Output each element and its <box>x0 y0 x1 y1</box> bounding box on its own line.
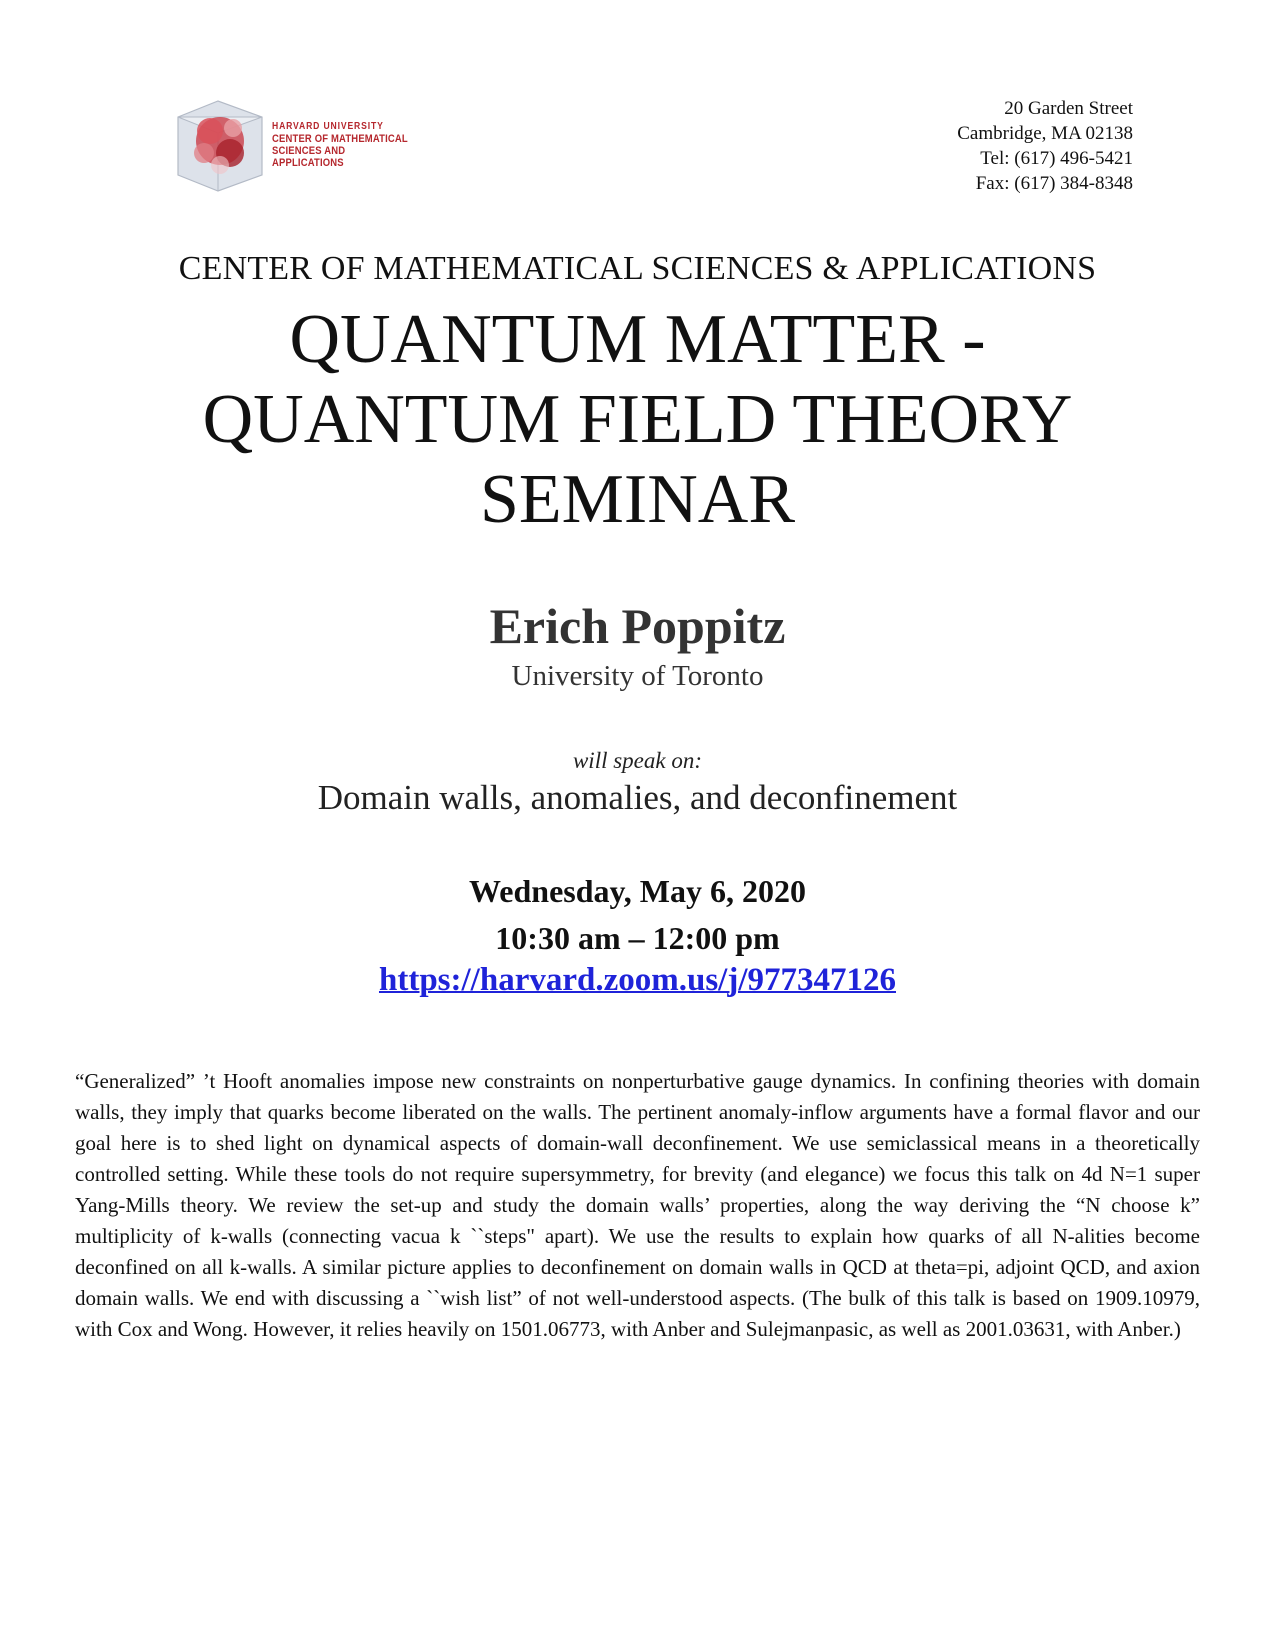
zoom-link-container <box>0 962 1275 999</box>
harvard-cmsa-logo <box>170 95 430 195</box>
address-fax: Fax: (617) 384-8348 <box>975 173 1133 194</box>
address-block <box>957 96 1133 196</box>
talk-title: Domain walls, anomalies, and deconfinement <box>317 778 958 817</box>
speaker-affiliation: University of Toronto <box>511 660 764 692</box>
logo-line-center: CENTER OF MATHEMATICAL <box>272 133 408 145</box>
cube-logo-icon <box>170 95 268 195</box>
talk-intro: will speak on: <box>572 748 703 773</box>
event-date: Wednesday, May 6, 2020 <box>469 873 806 909</box>
speaker-name: Erich Poppitz <box>489 598 786 654</box>
seminar-title-line-3: SEMINAR <box>479 461 796 538</box>
center-name-heading: CENTER OF MATHEMATICAL SCIENCES & APPLICATIONS <box>178 250 1097 287</box>
address-tel: Tel: (617) 496-5421 <box>980 148 1133 169</box>
logo-wordmark <box>272 121 408 169</box>
seminar-title-line-2: QUANTUM FIELD THEORY <box>202 381 1073 458</box>
seminar-title-line-1: QUANTUM MATTER - <box>289 301 986 378</box>
address-street: 20 Garden Street <box>1004 98 1133 119</box>
logo-line-sciences: SCIENCES AND APPLICATIONS <box>272 145 346 169</box>
seminar-title <box>0 300 1275 540</box>
address-city: Cambridge, MA 02138 <box>957 123 1133 144</box>
logo-line-university: HARVARD UNIVERSITY <box>272 121 384 132</box>
zoom-link[interactable]: https://harvard.zoom.us/j/977347126 <box>378 962 896 998</box>
event-time: 10:30 am – 12:00 pm <box>495 920 780 956</box>
abstract-text: “Generalized” ’t Hooft anomalies impose new constraints on nonperturbative gauge dynamics. In confining theories with domain walls, they imply that quarks become liberated on the walls. The pertinent anomaly-inflow arguments have a formal flavor and our goal here is to shed light on dynamical aspects of domain-wall deconfinement. We use semiclassical means in a theoretically controlled setting. While these tools do not require supersymmetry, for brevity (and elegance) we focus this talk on 4d N=1 super Yang-Mills theory. We review the set-up and study the domain walls’ properties, along the way deriving the “N choose k” multiplicity of k-walls (connecting vacua k ``steps" apart). We use the results to explain how quarks of all N-alities become deconfined on all k-walls. A similar picture applies to deconfinement on domain walls in QCD at theta=pi, adjoint QCD, and axion domain walls. We end with discussing a ``wish list” of not well-understood aspects. (The bulk of this talk is based on 1909.10979, with Cox and Wong. However, it relies heavily on 1501.06773, with Anber and Sulejmanpasic, as well as 2001.03631, with Anber.) <box>75 1069 1200 1341</box>
